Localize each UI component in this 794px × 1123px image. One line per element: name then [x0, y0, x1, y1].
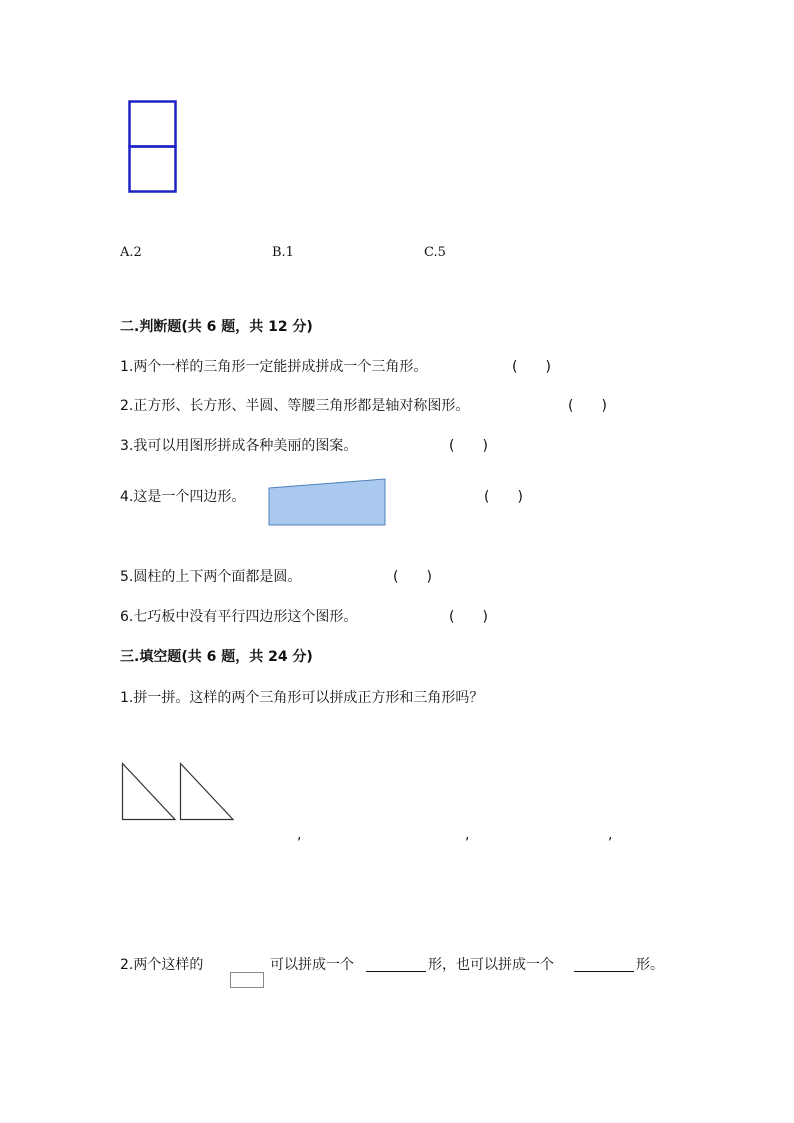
fill-blank-2[interactable]: [574, 956, 634, 972]
option-b[interactable]: B.1: [272, 245, 294, 260]
judgment-item-5: 5.圆柱的上下两个面都是圆。: [120, 569, 302, 585]
answer-comma-2: ,: [465, 827, 470, 843]
judgment-item-6: 6.七巧板中没有平行四边形这个图形。: [120, 609, 358, 625]
fill-item-2-part3: 形，也可以拼成一个: [428, 957, 554, 973]
fill-blank-1[interactable]: [366, 956, 426, 972]
fill-item-2-part1: 2.两个这样的: [120, 957, 204, 973]
fill-item-2-part2: 可以拼成一个: [270, 957, 354, 973]
judgment-answer-3[interactable]: ( ): [449, 438, 488, 454]
judgment-answer-4[interactable]: ( ): [484, 489, 523, 505]
judgment-answer-5[interactable]: ( ): [393, 569, 432, 585]
small-rectangle-figure: [230, 972, 266, 990]
answer-comma-3: ,: [608, 827, 613, 843]
fill-item-1: 1.拼一拼。这样的两个三角形可以拼成正方形和三角形吗？: [120, 690, 484, 706]
judgment-item-2: 2.正方形、长方形、半圆、等腰三角形都是轴对称图形。: [120, 398, 470, 414]
option-a[interactable]: A.2: [120, 245, 142, 260]
two-right-triangles-figure: [121, 762, 237, 822]
section-heading-fill: 三.填空题(共 6 题，共 24 分): [120, 649, 313, 665]
answer-comma-1: ,: [297, 827, 302, 843]
judgment-answer-6[interactable]: ( ): [449, 609, 488, 625]
judgment-answer-2[interactable]: ( ): [568, 398, 607, 414]
stacked-squares-figure: [128, 100, 178, 194]
judgment-item-1: 1.两个一样的三角形一定能拼成拼成一个三角形。: [120, 359, 428, 375]
section-heading-judgment: 二.判断题(共 6 题，共 12 分): [120, 319, 313, 335]
judgment-item-3: 3.我可以用图形拼成各种美丽的图案。: [120, 438, 358, 454]
option-c[interactable]: C.5: [424, 245, 446, 260]
judgment-item-4: 4.这是一个四边形。: [120, 489, 246, 505]
fill-item-2-part4: 形。: [636, 957, 664, 973]
judgment-answer-1[interactable]: ( ): [512, 359, 551, 375]
quadrilateral-figure: [268, 478, 388, 528]
